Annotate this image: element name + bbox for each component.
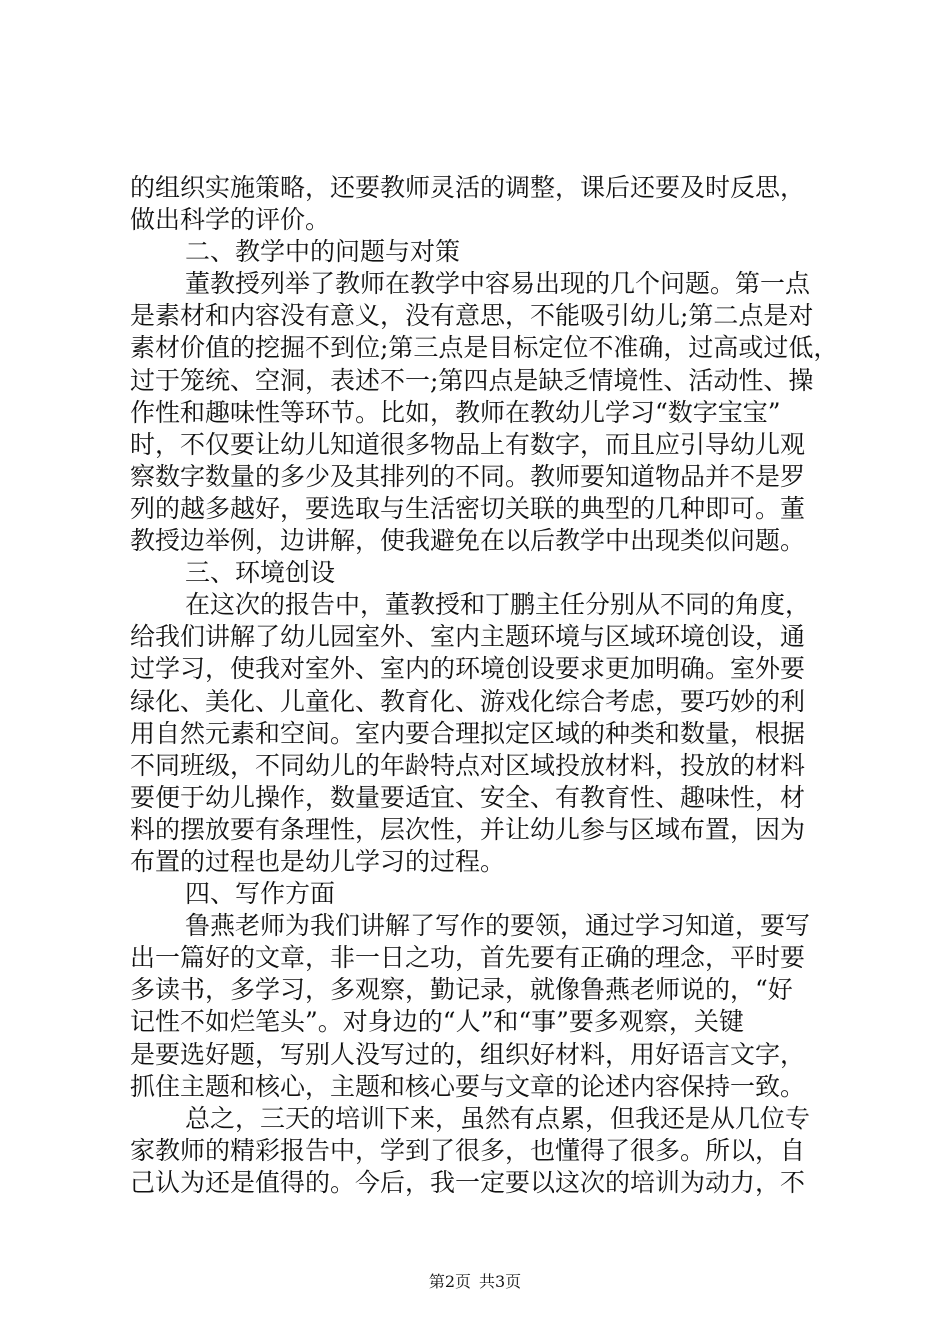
text-line: 布置的过程也是幼儿学习的过程。 [130, 846, 506, 876]
page-number: 第2页 [428, 1272, 471, 1291]
text-line: 教授边举例，边讲解，使我避免在以后教学中出现类似问题。 [130, 526, 806, 556]
text-line: 是要选好题，写别人没写过的，组织好材料，用好语言文字， [130, 1039, 806, 1069]
text-line: 多读书，多学习，多观察，勤记录，就像鲁燕老师说的，“好 [130, 975, 793, 1005]
text-line: 素材价值的挖掘不到位;第三点是目标定位不准确，过高或过低， [130, 333, 839, 363]
text-line: 过学习，使我对室外、室内的环境创设要求更加明确。室外要 [130, 654, 806, 684]
page-footer [0, 1272, 950, 1292]
document-body [130, 172, 839, 1199]
text-line: 二、教学中的问题与对策 [185, 237, 461, 267]
text-line: 是素材和内容没有意义，没有意思，不能吸引幼儿;第二点是对 [130, 301, 814, 331]
text-line: 列的越多越好，要选取与生活密切关联的典型的几种即可。董 [130, 493, 806, 523]
text-line: 总之，三天的培训下来，虽然有点累，但我还是从几位专 [185, 1103, 811, 1133]
text-line: 做出科学的评价。 [130, 205, 331, 235]
text-line: 不同班级，不同幼儿的年龄特点对区域投放材料，投放的材料 [130, 750, 806, 780]
text-line: 给我们讲解了幼儿园室外、室内主题环境与区域环境创设，通 [130, 622, 806, 652]
text-line: 过于笼统、空洞，表述不一;第四点是缺乏情境性、活动性、操 [130, 365, 814, 395]
text-line: 的组织实施策略，还要教师灵活的调整，课后还要及时反思， [130, 173, 806, 202]
text-line: 在这次的报告中，董教授和丁鹏主任分别从不同的角度， [185, 590, 811, 620]
text-line: 鲁燕老师为我们讲解了写作的要领，通过学习知道，要写 [185, 911, 811, 941]
text-line: 要便于幼儿操作，数量要适宜、安全、有教育性、趣味性，材 [130, 782, 806, 812]
text-line: 出一篇好的文章，非一日之功，首先要有正确的理念，平时要 [130, 943, 806, 973]
text-line: 四、写作方面 [185, 879, 336, 909]
text-line: 己认为还是值得的。今后，我一定要以这次的培训为动力，不 [130, 1167, 806, 1197]
text-line: 用自然元素和空间。室内要合理拟定区域的种类和数量，根据 [130, 718, 806, 748]
text-line: 董教授列举了教师在教学中容易出现的几个问题。第一点 [185, 269, 811, 299]
text-line: 作性和趣味性等环节。比如，教师在教幼儿学习“数字宝宝” [130, 397, 781, 427]
text-line: 察数字数量的多少及其排列的不同。教师要知道物品并不是罗 [130, 461, 806, 491]
text-line: 绿化、美化、儿童化、教育化、游戏化综合考虑，要巧妙的利 [130, 686, 806, 716]
page-total: 共3页 [479, 1272, 522, 1291]
text-line: 抓住主题和核心，主题和核心要与文章的论述内容保持一致。 [130, 1071, 806, 1101]
text-line: 三、环境创设 [185, 558, 336, 588]
text-line: 时，不仅要让幼儿知道很多物品上有数字，而且应引导幼儿观 [130, 429, 806, 459]
text-line: 记性不如烂笔头”。对身边的“人”和“事”要多观察，关键 [130, 1007, 744, 1037]
text-line: 家教师的精彩报告中，学到了很多，也懂得了很多。所以，自 [130, 1135, 806, 1165]
text-line: 料的摆放要有条理性，层次性，并让幼儿参与区域布置，因为 [130, 814, 806, 844]
